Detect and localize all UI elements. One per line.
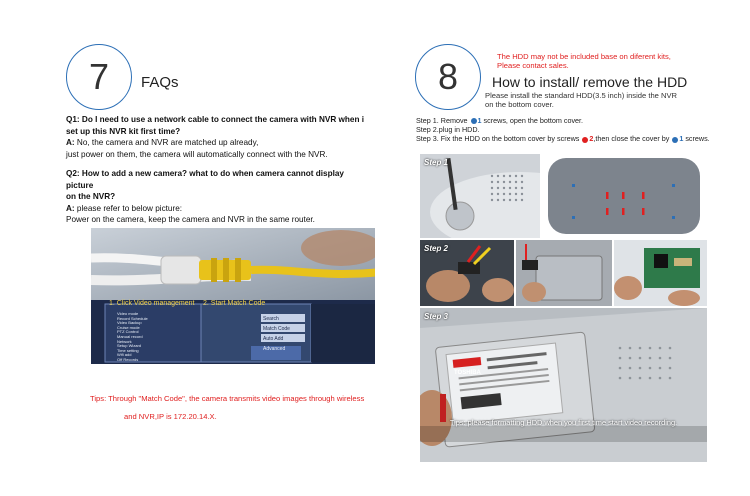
right-page xyxy=(375,0,750,496)
hdd-board-illustration xyxy=(614,240,707,306)
step2-text: Step 2.plug in HDD. xyxy=(416,125,480,135)
step2-photo-3 xyxy=(614,240,707,306)
red-dot-icon xyxy=(582,137,588,143)
menu-right-item: Advanced xyxy=(263,346,286,352)
step3-red-number: 2 xyxy=(589,134,594,144)
tip-line1: Tips: Through "Match Code", the camera transmits video images through wireless xyxy=(90,394,365,403)
menu-left-item: Network xyxy=(117,338,132,344)
faq-q2-answer-label: A: xyxy=(66,203,75,213)
step3-suffix: screws. xyxy=(685,134,710,144)
section-number: 8 xyxy=(437,56,459,97)
menu-left-item: Manual record xyxy=(117,333,143,339)
menu-right-title: 2. Start Match Code xyxy=(203,300,266,307)
menu-right-list xyxy=(263,314,305,354)
tip-text xyxy=(90,393,380,423)
hdd-subtitle-line1: Please install the standard HDD(3.5 inch) inside the NVR xyxy=(485,91,678,100)
faq-q1-question-line2: set up this NVR kit first time? xyxy=(66,126,181,136)
menu-left-item: Video mode xyxy=(117,311,139,316)
menu-left-item: Cruise mode xyxy=(117,324,140,330)
step1-photo-right xyxy=(542,154,707,238)
step3-text xyxy=(416,134,746,143)
step3-mid: ,then close the cover by xyxy=(593,134,670,144)
section-number-circle xyxy=(415,44,481,110)
hdd-note xyxy=(497,52,671,70)
hdd-subtitle-line2: on the bottom cover. xyxy=(485,100,554,109)
faq-q2-question-line2: on the NVR? xyxy=(66,192,116,201)
hdd-note-line2: Please contact sales. xyxy=(497,61,569,70)
page-title: How to install/ remove the HDD xyxy=(492,74,688,90)
step3-photo xyxy=(420,308,707,462)
step1-label: Step 1 xyxy=(424,158,449,167)
faq-q1-question-line1: Q1: Do I need to use a network cable to connect the camera with NVR when i xyxy=(66,115,364,124)
step1-prefix: Step 1. Remove xyxy=(416,116,468,125)
faq-q1 xyxy=(66,114,366,160)
step2-label: Step 2 xyxy=(424,244,449,253)
section-number-circle xyxy=(66,44,132,110)
menu-left-item: Wifi add xyxy=(117,352,132,358)
page-title: FAQs xyxy=(141,74,179,91)
menu-right-item: Auto Add xyxy=(263,336,284,342)
nvr-bottom-diagram xyxy=(542,154,707,238)
section-number: 7 xyxy=(88,56,110,97)
hdd-note-line1: The HDD may not be included base on diferent kits, xyxy=(497,52,671,61)
step1-suffix: screws, open the bottom cover. xyxy=(483,116,584,125)
faq-q2-answer-text: please refer to below picture: xyxy=(74,203,183,213)
menu-left-item: Setup Wizard xyxy=(117,343,142,349)
step1-text xyxy=(416,116,746,125)
step1-photo-left xyxy=(420,154,540,238)
menu-left-item: Time setting xyxy=(117,347,139,353)
faq-q1-answer-line1 xyxy=(66,137,366,149)
faq-q2 xyxy=(66,168,366,226)
menu-left-title: 1. Click Video management xyxy=(109,300,195,307)
faq-q1-answer-label: A: xyxy=(66,138,75,147)
step2-photo-2 xyxy=(516,240,612,306)
faq-q2-answer-line1 xyxy=(66,203,366,215)
hdd-installed-illustration xyxy=(420,308,707,462)
menu-left-item: Off Records xyxy=(117,356,139,362)
step2-photo-1 xyxy=(420,240,514,306)
blue-dot-icon xyxy=(471,118,477,124)
faq-photo xyxy=(91,228,381,364)
tip-line2: and NVR,IP is 172.20.14.X. xyxy=(124,412,217,421)
faq-q2-question-line1: Q2: How to add a new camera? what to do when camera cannot display picture xyxy=(66,169,344,190)
blue-dot-icon xyxy=(672,137,678,143)
photo-tip: Tips: please formatting HDD when you first time start video recording. xyxy=(449,418,678,427)
step3-label: Step 3 xyxy=(424,312,449,321)
step3-blue-number: 1 xyxy=(679,134,684,144)
hdd-plugging-illustration xyxy=(516,240,612,306)
step-list xyxy=(416,116,746,144)
faq-q1-answer-text: No, the camera and NVR are matched up already, xyxy=(74,138,259,147)
menu-left-item: PTZ Control xyxy=(117,329,139,335)
menu-right-item: Match Code xyxy=(263,326,290,332)
menu-left-list xyxy=(117,312,187,363)
step3-prefix: Step 3. Fix the HDD on the bottom cover by screws xyxy=(416,134,580,144)
hdd-subtitle xyxy=(485,91,677,109)
step1-screw-number: 1 xyxy=(477,116,482,125)
hdd-brand-label: TOSHIBA xyxy=(454,370,481,376)
menu-left-item: Video Backup xyxy=(117,320,142,326)
faq-q1-answer-line2: just power on them, the camera will automatically connect with the NVR. xyxy=(66,149,328,159)
menu-left-item: Record Schedule xyxy=(117,315,148,321)
faq-q2-answer-line2: Power on the camera, keep the camera and NVR in the same router. xyxy=(66,215,315,224)
menu-right-item: Search xyxy=(263,316,279,322)
